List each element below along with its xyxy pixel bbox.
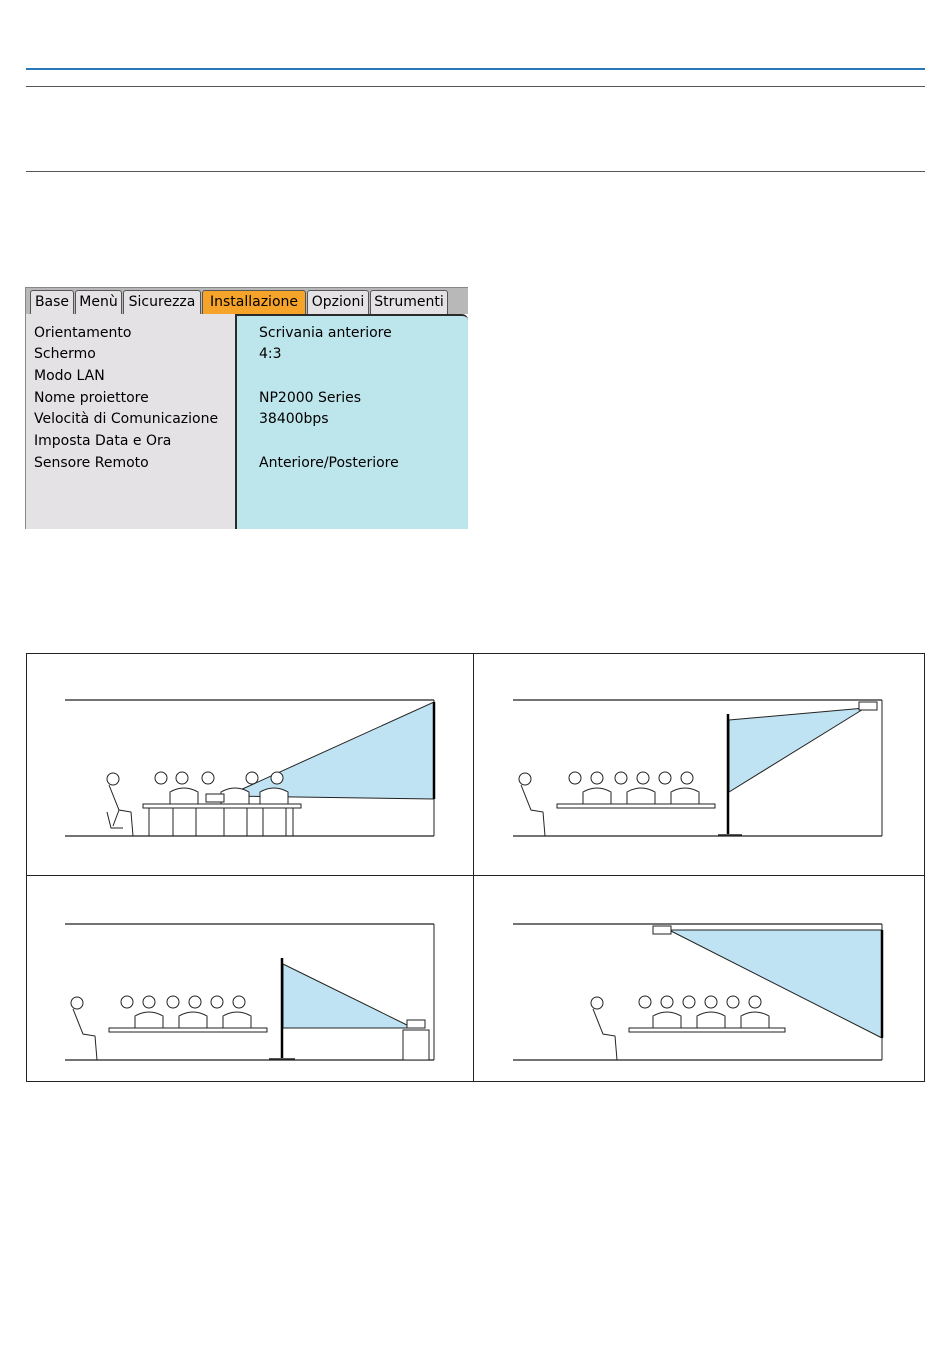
menu-item-schermo[interactable]: Schermo [34, 346, 96, 362]
section-rule [26, 171, 925, 172]
menu-item-modo-lan[interactable]: Modo LAN [34, 368, 105, 384]
tab-installazione[interactable]: Installazione [202, 290, 306, 314]
diagram-ceiling-front [505, 916, 925, 1076]
header-rule [26, 86, 925, 87]
seated-person-icon [107, 773, 133, 836]
value-sensore-remoto: Anteriore/Posteriore [259, 455, 399, 471]
diagram-desk-front [57, 692, 477, 852]
diagram-ceiling-rear [505, 692, 925, 852]
projector-icon [206, 794, 224, 802]
menu-tab-bar [25, 287, 468, 314]
diagram-desk-rear [57, 916, 477, 1076]
audience-icon [591, 996, 785, 1060]
projector-icon [407, 1020, 425, 1028]
audience-icon [519, 772, 715, 836]
menu-item-orientamento[interactable]: Orientamento [34, 325, 132, 341]
menu-item-imposta-data-ora[interactable]: Imposta Data e Ora [34, 433, 172, 449]
installation-menu-panel [25, 287, 468, 529]
projector-icon [859, 702, 877, 710]
projector-icon [653, 926, 671, 934]
orientation-diagrams [26, 653, 925, 1082]
tab-base[interactable]: Base [30, 290, 74, 314]
tab-strumenti[interactable]: Strumenti [370, 290, 448, 314]
audience-icon [71, 996, 267, 1060]
menu-item-velocita-comunicazione[interactable]: Velocità di Comunicazione [34, 411, 219, 427]
tab-menu[interactable]: Menù [75, 290, 122, 314]
menu-item-nome-proiettore[interactable]: Nome proiettore [34, 390, 149, 406]
value-velocita-comunicazione: 38400bps [259, 411, 329, 427]
grid-divider-horizontal [27, 875, 924, 876]
value-orientamento: Scrivania anteriore [259, 325, 392, 341]
header-rule-blue [26, 68, 925, 70]
value-schermo: 4:3 [259, 346, 282, 362]
audience-icon [107, 772, 301, 836]
menu-values-column [235, 314, 468, 529]
tab-sicurezza[interactable]: Sicurezza [123, 290, 201, 314]
menu-labels-column [25, 314, 235, 529]
tab-opzioni[interactable]: Opzioni [307, 290, 369, 314]
value-nome-proiettore: NP2000 Series [259, 390, 362, 406]
menu-item-sensore-remoto[interactable]: Sensore Remoto [34, 455, 149, 471]
